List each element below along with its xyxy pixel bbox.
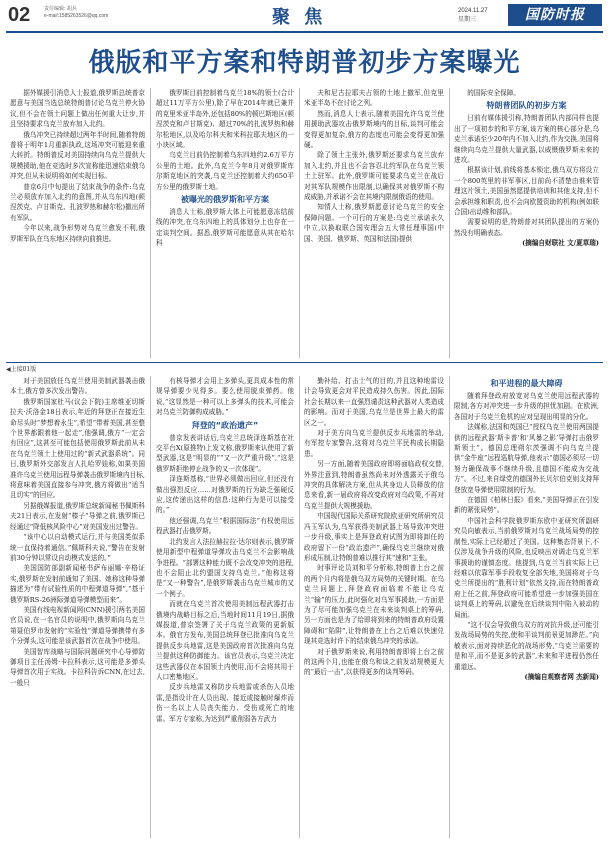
header-divider	[6, 31, 603, 33]
byline: (摘编自财联社 文/夏草瑞)	[522, 239, 599, 248]
paragraph: 美国有线电视新闻网(CNN)援引两名美国官员说,在一名官员的说明中,俄罗斯向乌克兰第聂伯罗市发射的“实验性”弹道导弹携带有多个分弹头,这可能是该武器首次在战争中使用。	[10, 605, 145, 646]
paragraph: 日前有媒体援引称,特朗普团队内部同样也提出了一项初步的和平方案,该方案的核心部分是,乌克兰承诺至少20年内不加入北约,作为交换,美国将继续向乌克兰提供大量武器,以威慑俄罗斯未来的进攻。	[454, 114, 599, 165]
paragraph: 除了领土主张外,俄罗斯还要求乌克兰放弃加入北约,并且也不会容忍北约军队在乌克兰领土上驻军。此外,俄罗斯可能要求乌克兰在战后对其军队规模作出限制,以确保其对俄罗斯不构成威胁,并承诺不会在其境内限制俄语的使用。	[304, 151, 444, 202]
paragraph: 夫和尼古拉耶夫占领的土地上撤军,但克里米亚半岛不在讨论之列。	[304, 89, 444, 108]
page-header	[0, 0, 609, 32]
paragraph: 中国现代国际关系研究院欧亚研究所研究员冯玉军认为,乌军获得美制武器上场导致冲突进一步升级,事实上是拜登政府试图为即将卸任的政府留下一份“政治遗产”,确保乌克兰继续对俄形成压制,让特朗普难以推行其“速和”主张。	[304, 512, 444, 562]
paragraph: 美国国防部副新闻秘书萨布丽娜·辛格证实,俄罗斯在发射前通知了美国。她称这种导弹描述为“带有试验性质的中程弹道导弹”,“基于俄罗斯RS-26洲际弹道导弹模型而来”。	[10, 564, 145, 604]
article-bottom-column-4	[454, 376, 599, 838]
section-title: 聚 焦	[272, 7, 327, 28]
continued-from-label: ◀上接01版	[6, 366, 37, 373]
paragraph: “该中心以自动模式运行,并与美国类似系统一直保持着通信。”佩斯科夫说,“警告在发射前30分钟以常设自动模式发送的。”	[10, 533, 145, 562]
article-bottom-column-2	[156, 376, 294, 838]
paragraph: 普京发表讲话后,乌克兰总统泽连斯基在社交平台X(原推特)上发文称,俄罗斯来认使用了新型武器,这是“明显的”“又一次严重升级”,“这是俄罗斯拒绝停止战争的又一次体现”。	[156, 433, 294, 473]
paragraph: 然而,消息人士表示,随着美国允许乌克兰使用援助武器攻击俄罗斯境内的目标,谈判可能会变得更加复杂,俄方的态度也可能会变得更加强硬。	[304, 109, 444, 150]
paragraph: 乌克兰目前仍控制着乌东四地约2.6万平方公里的土地。此外,乌克兰今年8月对俄罗斯库尔斯克地区的突袭,乌克兰还控制着大约650平方公里的俄罗斯土地。	[156, 151, 294, 191]
paragraph: 据外媒援引消息人士报道,俄罗斯总统普京愿意与美国当选总统特朗普讨论乌克兰停火协议,但不会在领土问题上做出任何重大让步,并且坚持要求乌克兰放弃加入北约。	[10, 89, 145, 129]
paragraph: 有核导弹才会用上多弹头,更具成本性的常规导弹要少见得多。要么使用脱束弹药。他说,“这显然是一种可以上多弹头的技术,可能会对乌克兰防御构成威胁。”	[156, 377, 294, 417]
paragraph: 消息人士称,俄罗斯大体上可能愿意冻结前线的冲突,在乌东四地上的具体划分上也存在一定谈判空间。据悉,俄罗斯可能愿意从其在哈尔科	[156, 208, 294, 248]
paragraph: 另一方面,随着美国政府即将面临政权交替,外界注意到,特朗普虽然尚未对外透露关于俄乌冲突的具体解决方案,但从其身边人员释放的信息来看,新一届政府将改变政府对乌政策,不再对乌克兰提供大规模援助。	[304, 460, 444, 510]
headline: 俄版和平方案和特朗普初步方案曝光	[88, 48, 521, 78]
paragraph: 美国智库战略与国际问题研究中心导弹防御项目主任汤姆·卡拉科表示,这可能是多弹头导弹首次用于实战。卡拉科告诉CNN,在过去,一般只	[10, 647, 145, 687]
editor-name: 责任编辑: 胡兵	[44, 6, 77, 12]
article-top-column-4	[454, 88, 599, 358]
editor-email: e-mail:1585263526@qq.com	[44, 13, 109, 19]
paragraph: 俄罗斯目前控制着乌克兰18%的领土(合计超过11万平方公里),除了早在2014年就已兼并的克里米亚半岛外,还包括80%的顿巴斯地区(顿涅茨克和卢甘斯克)、超过70%的扎波罗热和赫尔松地区,以及哈尔科夫和米科拉耶夫地区的一小块区域。	[156, 89, 294, 150]
subheading: 被曝光的俄罗斯和平方案	[181, 195, 269, 205]
byline: (摘编自观察者网 杰新闻)	[524, 672, 599, 681]
weekday-text: 星期三	[458, 17, 477, 23]
paragraph: 泽连斯基称,“世界必须做出回应,但还没有做出强烈反应……对俄罗斯的行为缺乏强硬反应,这传递出这样的信息:这种行为是可以接受的。”	[156, 475, 294, 515]
paragraph: 时事评论员刘和平分析称,特朗普上台之前的两个月内将是俄乌双方局势的关键时期。在乌克兰问题上,拜登政府面临着不能让乌克兰“输”的压力,此时强化对乌军事援助,一方面是为了尽可能加强乌克兰在未来谈判桌上的筹码,另一方面也是为了给即将到来的特朗普政府设置障碍和“陷阱”,让特朗普在上台之后难以快速兑现其竞选时许下的结束俄乌冲突的承诺。	[304, 564, 444, 646]
paragraph: 的国际安全保障。	[467, 89, 520, 97]
column-divider	[150, 376, 151, 838]
subheading: 特朗普团队的初步方案	[486, 101, 567, 111]
paragraph: 他还强调,乌克兰“根据国际法”有权使用远程武器打击俄罗斯。	[156, 516, 294, 536]
column-divider	[299, 88, 300, 358]
paragraph: 勤补给、打击士气的目的,并且这种地雷设计会导致更会对平民造成持久伤害。因此,国际社会长期以来一直强烈谴责这种武器对人类造成的影响。而对于美国,乌克兰是世界上最大的雷区之一。	[304, 377, 444, 427]
article-top-column-3	[304, 88, 444, 358]
page-number: 02	[8, 4, 31, 26]
article-top-column-2	[156, 88, 294, 358]
paragraph: 需要说明的是,特朗普对其团队提出的方案仍然没有明确表态。	[454, 218, 599, 237]
subheading: 和平进程的最大障碍	[490, 379, 563, 388]
column-divider	[299, 376, 300, 838]
article-top-column-1	[10, 88, 145, 358]
paragraph: 今年以来,战争形势对乌克兰愈发不利,俄罗斯军队在乌东地区持续向前推进。	[10, 224, 145, 243]
section-divider	[6, 362, 603, 363]
paragraph: 而就在乌克兰首次使用美制远程武器打击俄境内战略目标之后,当地时间11月19日,据俄媒报道,普京签署了关于乌克兰政策的更新版本。俄官方发布,美国总统拜登已批准向乌克兰提供反步兵地雷,这是美国政府首次批准向乌克兰提供这种防御能力。该官员表示,乌克兰决定这些武器仅在本国领土内使用,而不会将其用于人口密集地区。	[156, 600, 294, 681]
paragraph: 另据俄媒报道,俄罗斯总统新闻秘书佩斯科夫21日表示,在发射“榛子”导弹之前,俄罗斯已经通过“降低核风险中心”对美国发出过警告。	[10, 501, 145, 531]
newspaper-logo: 国防时报	[508, 4, 602, 26]
editor-info	[44, 6, 108, 20]
paragraph: 知情人士称,俄罗斯愿意讨论乌克兰的安全保障问题。一个可行的方案是:乌克兰承诺永久中立,以换取联合国安理会五大常任理事国(中国、美国、俄罗斯、英国和法国)提供	[304, 203, 444, 243]
paragraph: 俄乌冲突已持续超过两年半时间,随着特朗普将于明年1月重新执政,这场冲突可能迎来重大转折。特朗普反对美国持续向乌克兰提供大规模援助,他在竞选时多次宣称能迅速结束俄乌冲突,但从未说明将如何实现目标。	[10, 130, 145, 181]
paragraph: 普京6月中旬提出了结束战争的条件:乌克兰必须放弃加入北约的意图,并从乌东四地(顿涅茨克、卢甘斯克、扎波罗热和赫尔松)撤出所有军队。	[10, 182, 145, 222]
article-bottom-column-1	[10, 376, 145, 838]
column-divider	[449, 376, 450, 838]
paragraph: 俄罗斯国家杜马(议会下院)主席维亚切斯拉夫·沃洛金18日表示,年近的拜登正在接近生命尽头时“梦想着永生”,希望“带着美国,甚至整个世界都跟着他一起走”,他强调,俄方“一定会有回应”,这甚至可能包括使用俄罗斯此前从未在乌克兰领土上使用过的“新式武器系统”。同日,俄罗斯外交部发言人扎哈罗娃称,如果美国准许乌克兰使用远程导弹袭击俄罗斯境内目标,将意味着美国直接参与冲突,俄方将做出“适当且切实”的回应。	[10, 397, 145, 500]
issue-date	[458, 7, 488, 25]
paragraph: 北约发言人法拉赫拉拉·达尔则表示,俄罗斯使用新型中程弹道导弹攻击乌克兰不会影响战争进程。“部署这种能力既不会改变冲突的进程,也不会阻止北约盟国支持乌克兰。”他称这将是“又一种警告”,是俄罗斯袭击乌克兰城市的又一个例子。	[156, 537, 294, 598]
paragraph: 对于美国放任乌克兰使用美制武器袭击俄本土,俄方曾多次发出警告。	[10, 377, 145, 396]
paragraph: 中国社会科学院俄罗斯东欧中亚研究所副研究员向敏表示,当前俄罗斯对乌克兰战场局势的控制性,实际上已经超过了美国。这种集态背景下,不仅涉及战争升级的风险,也反映出对调走乌克兰军事援助的谨慎态度。他提到,乌克兰当前实际上已经难以依靠军事手段收复全部失地,美国将对于乌克兰所提出的“胜利计划”依然支持,而在特朗普政府上任之前,拜登政府可能希望进一步加强美国在谈判桌上的筹码,以避免在后续谈判中陷入被动的局面。	[454, 516, 599, 619]
paragraph: 法媒称,法国和英国已“授权乌克兰使用两国提供的远程武器‘斯卡普’和‘风暴之影’导弹打击俄罗斯领土”。德国总理朔尔茨强调不向乌克兰提供“金牛座”远程巡航导弹,他表示“德国必须尽一切努力确保战事不继续升级,且德国不能成为交战方”。不过,来自绿党的德国外长贝尔伯克则支持拜登放宽导弹使用限制的行为。	[454, 423, 599, 494]
paragraph: 反步兵地雷又称防步兵地雷或杀伤人员地雷,是指设计在人员出现、接近或接触时爆炸而伤一名以上人员丧失能力、受伤或死亡的地雷。军方专家称,为达到严重削弱各方武力	[156, 683, 294, 723]
subheading: 拜登的“政治遗产”	[191, 420, 259, 430]
article-bottom-column-3	[304, 376, 444, 838]
date-text: 2024.11.27	[458, 8, 488, 14]
paragraph: 对于俄罗斯来说,利用特朗普即将上台之前的这两个月,也能在俄乌和谈之前发动规模更大的“最后一击”,以获得更多的谈判筹码。	[304, 647, 444, 677]
column-divider	[449, 88, 450, 358]
paragraph: 根据该计划,前线将基本锁定,俄乌双方将设立一个800英里的非军事区,目前尚不清楚由谁来管理这片领土,美国虽然愿提供培训和其他支持,但不会承担维和职责,也不会向欧盟资助的机构(例如联合国)出动维和部队。	[454, 166, 599, 217]
paragraph: 随着拜登政府放宽对乌克兰使用远程武器的限制,各方对冲突进一步升级的担忧加剧。在欧洲,各国对于乌克兰危机的应对呈现出明显的分化。	[454, 392, 599, 421]
paragraph: “这不仅会导致俄乌双方的对抗升级,还可能引发战场局势的失控,使和平谈判前景更加渺茫。”向敏表示,面对持续恶化的战场形势,“乌克兰需要的是和平,而不是更多的武器”,未来和平进程仍然任重道远。	[454, 620, 599, 671]
paragraph: 对于美方向乌克兰提供反步兵地雷的举动,有军控专家警告,这将对乌克兰平民构成长期隐患。	[304, 429, 444, 458]
paragraph: 在德国《柏林日报》看来,“美国导弹正在引发新的紧张局势”。	[454, 496, 599, 515]
column-divider	[150, 88, 151, 358]
